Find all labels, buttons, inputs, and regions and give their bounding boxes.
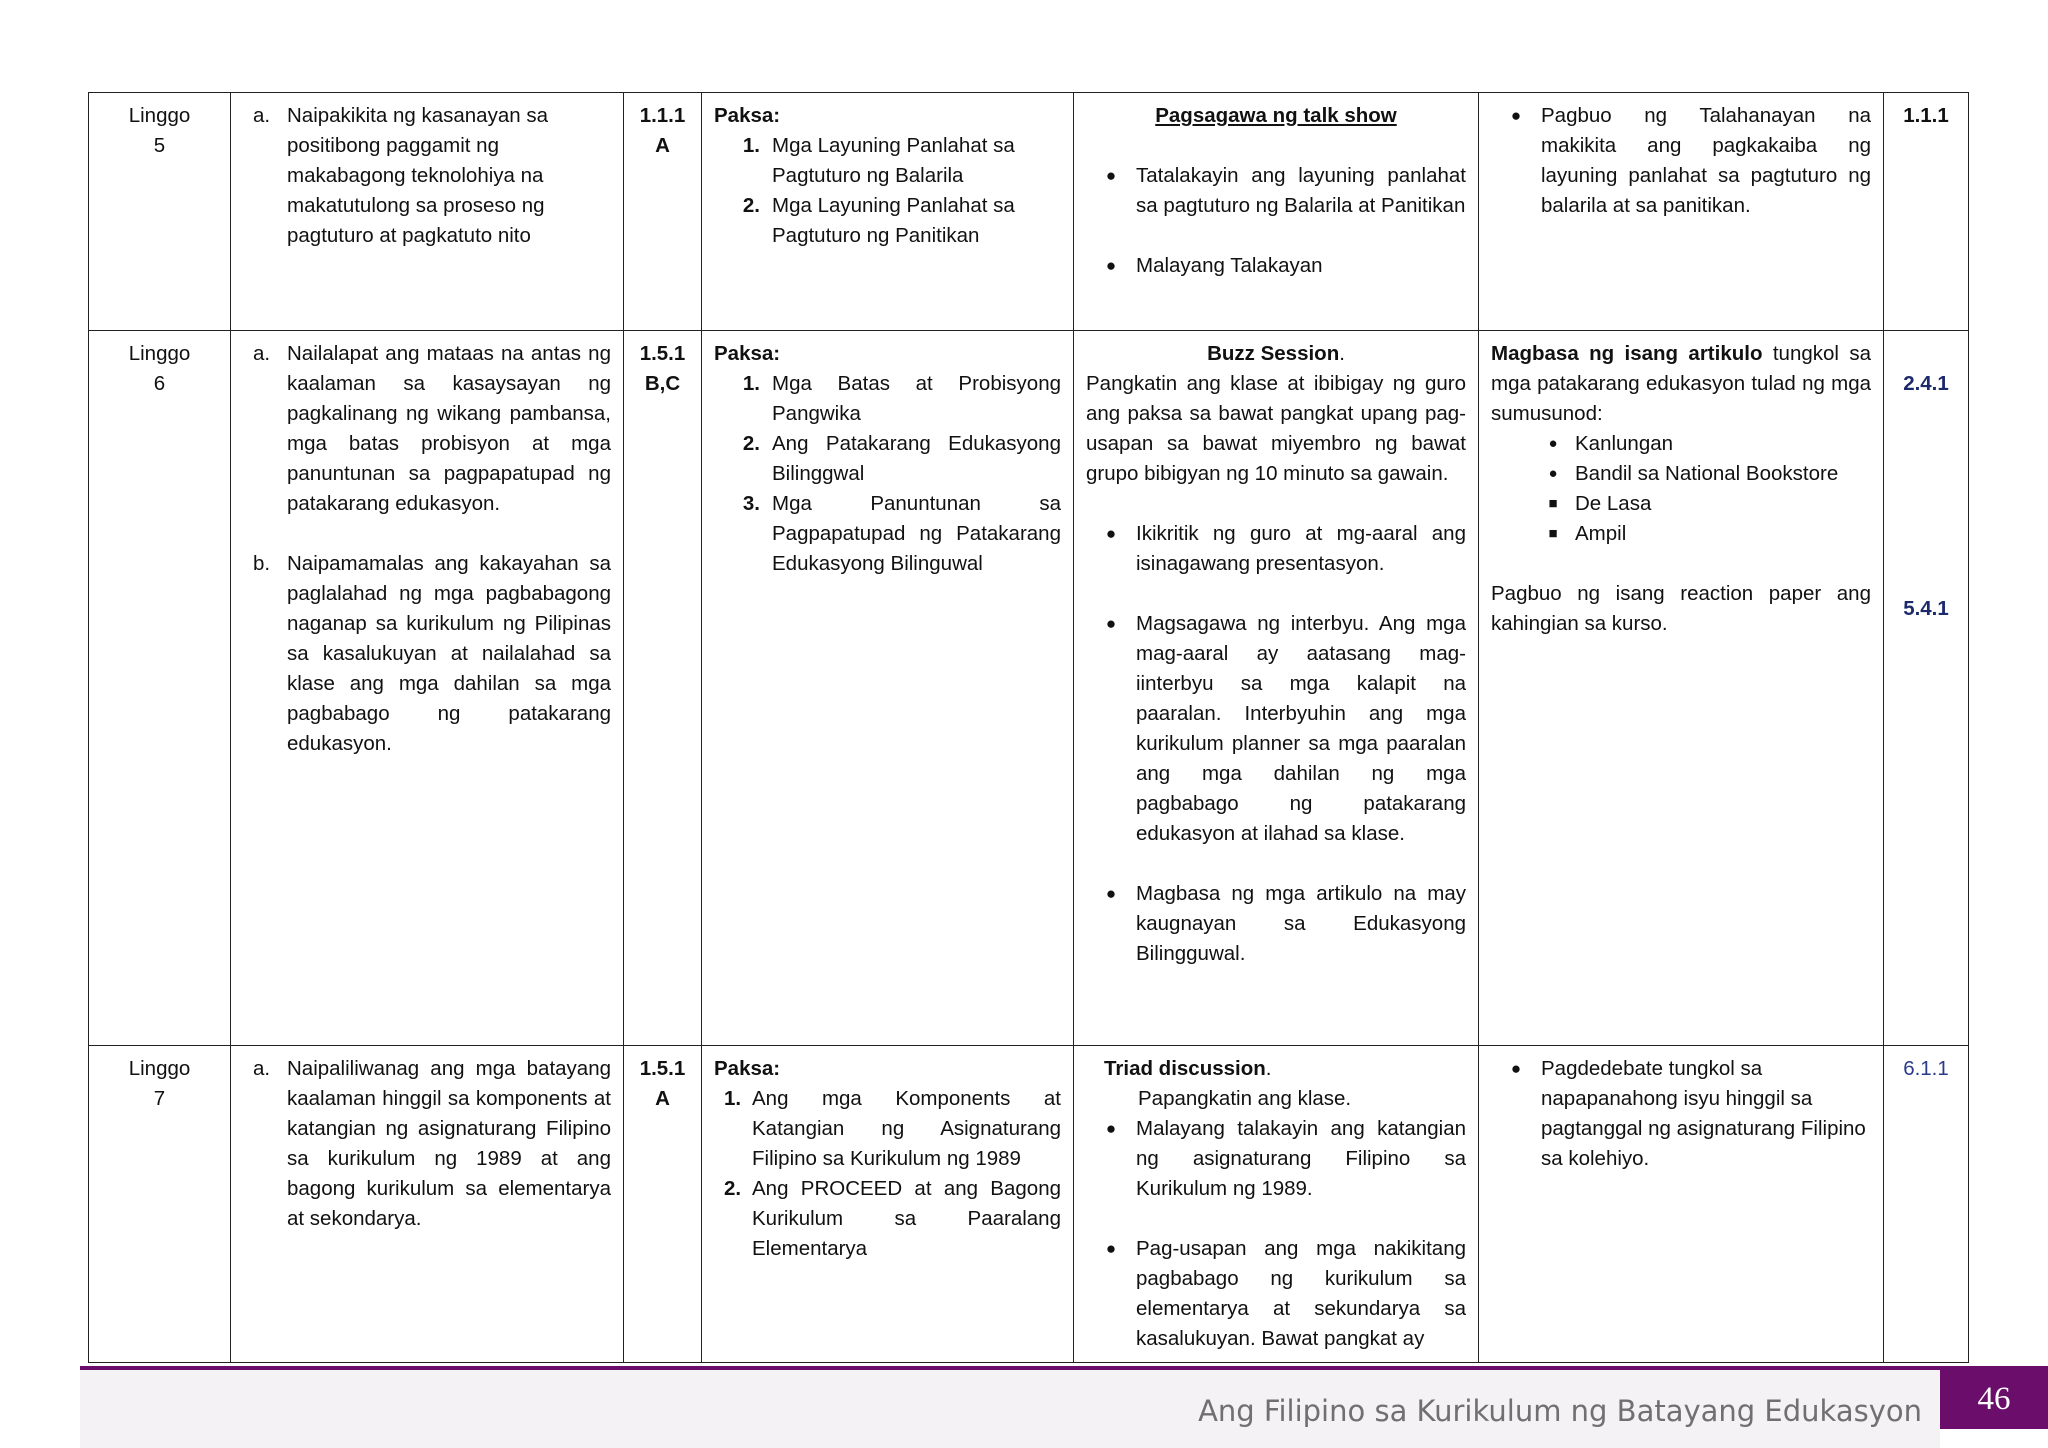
topic-label: Paksa: <box>714 342 781 365</box>
activity-item: ● Magbasa ng mga artikulo na may kaugnayan sa Edukasyong Bilingguwal. <box>1105 882 1466 965</box>
topic-item: 2. Ang Patakarang Edukasyong Bilinggwal <box>742 432 1061 485</box>
topic-item: 1. Mga Batas at Probisyong Pangwika <box>742 372 1061 425</box>
activity-item: ● Pag-usapan ang mga nakikitang pagbabago ng kurikulum sa elementarya at sekundarya sa kasalukuyan. Bawat pangkat ay <box>1105 1237 1466 1350</box>
objectives-cell <box>231 331 624 1046</box>
topics-cell <box>702 1046 1074 1363</box>
week-label: Linggo <box>128 104 191 127</box>
table-row <box>89 1046 1969 1363</box>
objectives-cell <box>231 1046 624 1363</box>
assessment-text: Magbasa ng isang artikulo tungkol sa mga patakarang edukasyon tulad ng mga sumusunod: <box>1491 342 1871 425</box>
week-label: Linggo <box>128 342 191 365</box>
code-cell: 1.5.1 A <box>624 1046 702 1363</box>
objective-item: b. Naipamamalas ang kakayahan sa paglalahad ng mga pagbabagong naganap sa kurikulum ng Pilipinas sa kasalukuyan at nailalahad sa klase ang mga dahilan sa mga pagbabago ng patakarang edukasyon. <box>253 552 611 755</box>
topic-item: 1. Mga Layuning Panlahat sa Pagtuturo ng Balarila <box>742 134 1015 187</box>
assessment-text-2: Pagbuo ng isang reaction paper ang kahingian sa kurso. <box>1491 582 1871 635</box>
ref-cell: 2.4.1 5.4.1 <box>1884 331 1969 1046</box>
week-number: 7 <box>153 1087 166 1110</box>
code-cell: 1.1.1 A <box>624 93 702 331</box>
activity-intro: Pangkatin ang klase at ibibigay ng guro ang paksa sa bawat pangkat upang pag-usapan sa bawat miyembro ng bawat grupo bibigyan ng 10 minuto sa gawain. <box>1086 372 1466 485</box>
activity-item: ● Magsagawa ng interbyu. Ang mga mag-aaral ay aatasang mag-iinterbyu sa mga kalapit na paaralan. Interbyuhin ang mga kurikulum planner sa mga paaralan ang mga dahilan ng mga pagbabago ng patakarang edukasyon at ilahad sa klase. <box>1105 612 1466 845</box>
footer-divider <box>80 1366 2048 1370</box>
activity-title: Pagsagawa ng talk show <box>1155 104 1397 127</box>
activity-item: ● Tatalakayin ang layuning panlahat sa pagtuturo ng Balarila at Panitikan <box>1105 164 1466 217</box>
activities-cell <box>1074 93 1479 331</box>
list-item: ■ Ampil <box>1548 522 1627 545</box>
week-number: 6 <box>153 372 166 395</box>
week-cell <box>89 1046 231 1363</box>
week-label: Linggo <box>128 1057 191 1080</box>
objective-item: a. Naipaliliwanag ang mga batayang kaalaman hinggil sa komponents at katangian ng asignaturang Filipino sa kurikulum ng 1989 at ang bagong kurikulum sa elementarya at sekondarya. <box>253 1057 611 1230</box>
topic-item: 2. Ang PROCEED at ang Bagong Kurikulum sa Paaralang Elementarya <box>724 1177 1061 1260</box>
objective-item: a. Naipakikita ng kasanayan sa positibong paggamit ng makabagong teknolohiya na makatutulong sa proseso ng pagtuturo at pagkatuto nito <box>253 104 548 247</box>
footer-title: Ang Filipino sa Kurikulum ng Batayang Edukasyon <box>1198 1394 1922 1428</box>
activity-item: ● Malayang Talakayan <box>1105 254 1323 277</box>
activities-cell: Triad discussion. Papangkatin ang klase. ● Malayang talakayin ang katangian ng asignaturang Filipino sa Kurikulum ng 1989. ● Pag-usapan ang mga nakikitang pagbabago ng kurikulum sa elementarya at sekundarya sa kasalukuyan. Bawat pangkat ay <box>1074 1046 1479 1363</box>
topics-cell <box>702 93 1074 331</box>
list-item: ■ De Lasa <box>1548 492 1652 515</box>
week-cell <box>89 331 231 1046</box>
objectives-cell <box>231 93 624 331</box>
assessment-item: ● Pagdedebate tungkol sa napapanahong isyu hinggil sa pagtanggal ng asignaturang Filipino sa kolehiyo. <box>1510 1057 1866 1170</box>
week-number: 5 <box>153 134 166 157</box>
assessment-cell <box>1479 1046 1884 1363</box>
code-cell: 1.5.1 B,C <box>624 331 702 1046</box>
activity-item: ● Ikikritik ng guro at mg-aaral ang isinagawang presentasyon. <box>1105 522 1466 575</box>
ref-cell: 6.1.1 <box>1884 1046 1969 1363</box>
assessment-cell <box>1479 93 1884 331</box>
table-row <box>89 331 1969 1046</box>
activity-title: Triad discussion <box>1104 1057 1266 1080</box>
ref-cell: 1.1.1 <box>1884 93 1969 331</box>
topic-label: Paksa: <box>714 1057 781 1080</box>
activities-cell: Buzz Session. Pangkatin ang klase at ibibigay ng guro ang paksa sa bawat pangkat upang pag-usapan sa bawat miyembro ng bawat grupo bibigyan ng 10 minuto sa gawain. ● Ikikritik ng guro at mg-aaral ang isinagawang presentasyon. ● Magsagawa ng interbyu. Ang mga mag-aaral ay aatasang mag-iinterbyu sa mga kalapit na paaralan. Interbyuhin ang mga kurikulum planner sa mga paaralan ang mga dahilan ng mga pagbabago ng patakarang edukasyon at ilahad sa klase. ● Magbasa ng mga artikulo na may kaugnayan sa Edukasyong Bilingguwal. <box>1074 331 1479 1046</box>
list-item: ● Bandil sa National Bookstore <box>1548 462 1839 485</box>
list-item: ● Kanlungan <box>1548 432 1674 455</box>
objective-item: a. Nailalapat ang mataas na antas ng kaalaman sa kasaysayan ng pagkalinang ng wikang pambansa, mga batas probisyon at mga panuntunan sa pagpapatupad ng patakarang edukasyon. <box>253 342 611 515</box>
topic-item: 2. Mga Layuning Panlahat sa Pagtuturo ng Panitikan <box>742 194 1015 247</box>
assessment-cell <box>1479 331 1884 1046</box>
activity-intro: Papangkatin ang klase. <box>1138 1087 1352 1110</box>
activity-item: ● Malayang talakayin ang katangian ng asignaturang Filipino sa Kurikulum ng 1989. <box>1105 1117 1466 1200</box>
activity-title: Buzz Session <box>1207 342 1340 365</box>
assessment-item: ● Pagbuo ng Talahanayan na makikita ang pagkakaiba ng layuning panlahat sa pagtuturo ng balarila at sa panitikan. <box>1510 104 1871 217</box>
topic-item: 1. Ang mga Komponents at Katangian ng Asignaturang Filipino sa Kurikulum ng 1989 <box>724 1087 1061 1170</box>
curriculum-table <box>88 92 1969 1363</box>
table-row <box>89 93 1969 331</box>
week-cell <box>89 93 231 331</box>
topic-label: Paksa: <box>714 104 781 127</box>
topics-cell <box>702 331 1074 1046</box>
page-number: 46 <box>1940 1369 2048 1429</box>
topic-item: 3. Mga Panuntunan sa Pagpapatupad ng Patakarang Edukasyong Bilinguwal <box>742 492 1061 575</box>
